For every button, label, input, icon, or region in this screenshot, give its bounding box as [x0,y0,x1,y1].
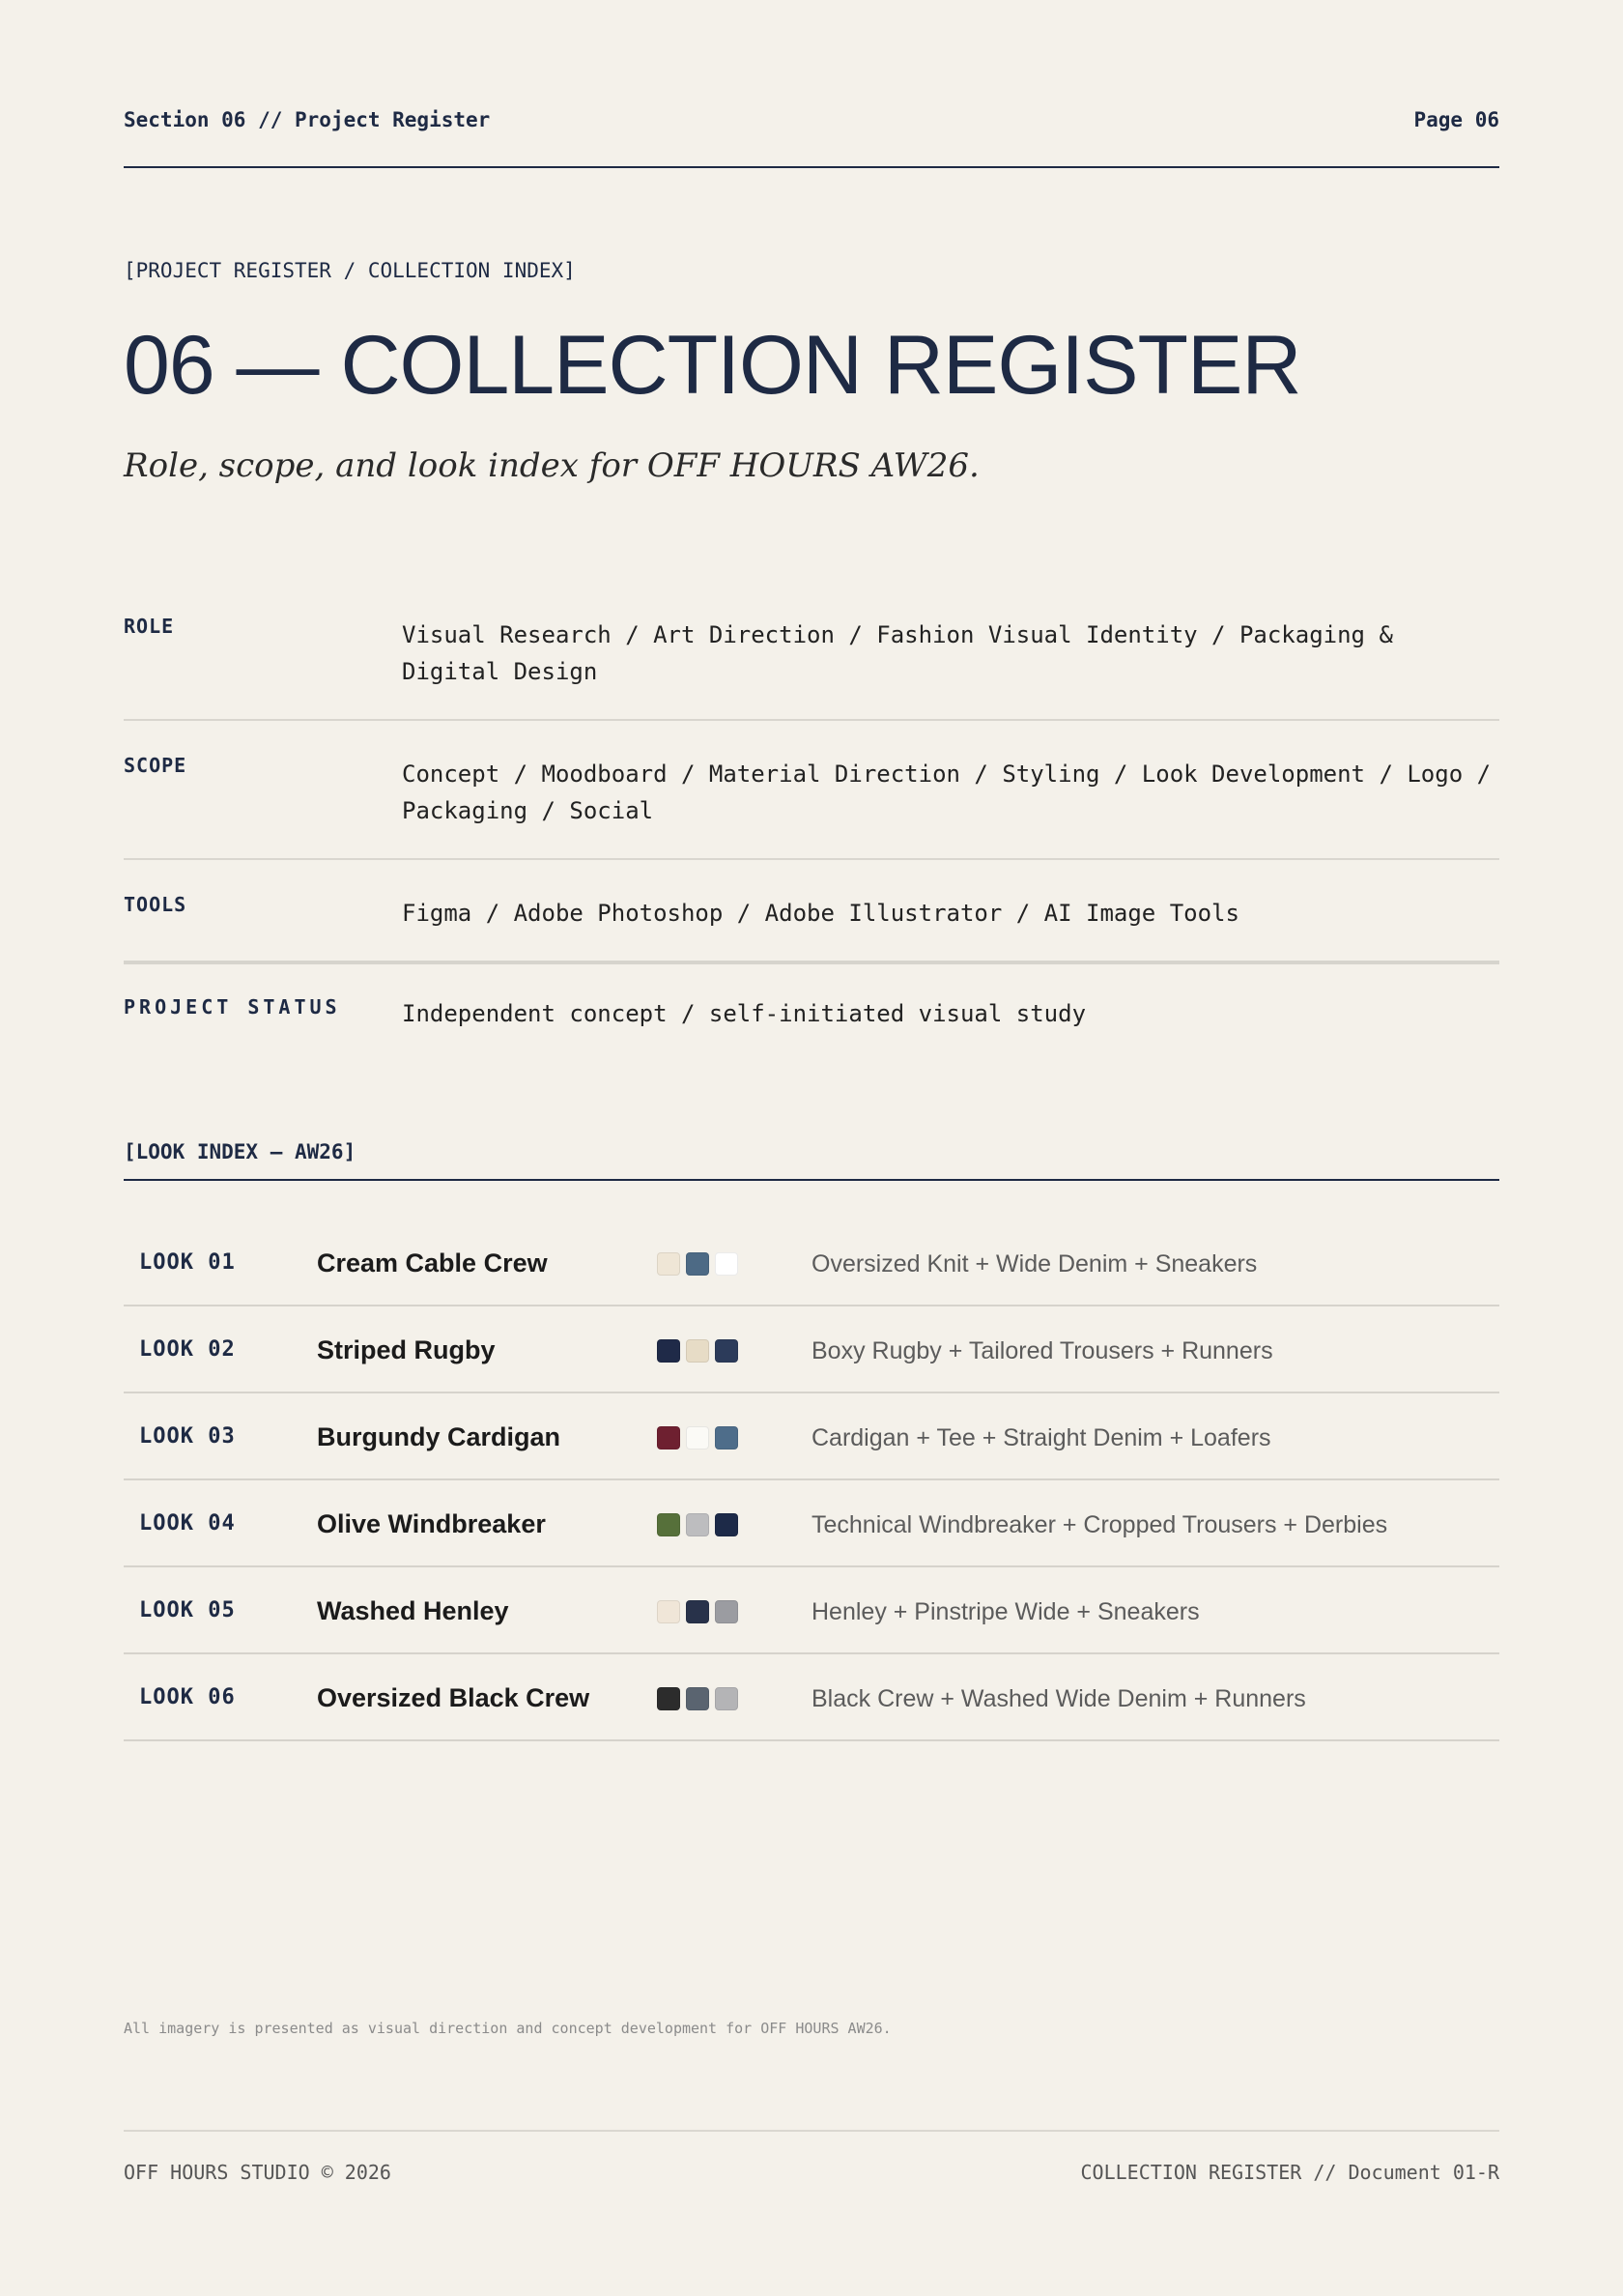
look-name: Cream Cable Crew [317,1248,548,1277]
color-swatch [657,1426,680,1449]
meta-value: Visual Research / Art Direction / Fashion Visual Identity / Packaging & Digital Design [402,621,1393,685]
meta-value: Concept / Moodboard / Material Direction / Styling / Look Development / Logo / Packaging / Social [402,761,1492,824]
color-swatch [715,1339,738,1363]
meta-label: ROLE [124,615,175,638]
section-label: Section 06 // Project Register [124,108,491,131]
color-swatch [686,1513,709,1536]
meta-row-role [124,599,1499,721]
color-swatches [657,1513,744,1536]
footer-studio: OFF HOURS STUDIO © 2026 [124,2161,391,2184]
look-number: LOOK 05 [139,1598,236,1622]
look-name: Olive Windbreaker [317,1509,546,1538]
meta-label: SCOPE [124,754,187,777]
look-row [124,1393,1499,1480]
look-description: Henley + Pinstripe Wide + Sneakers [812,1598,1200,1625]
color-swatches [657,1426,744,1449]
meta-value: Figma / Adobe Photoshop / Adobe Illustrator / AI Image Tools [402,900,1239,927]
color-swatch [715,1687,738,1710]
color-swatch [657,1513,680,1536]
imagery-note: All imagery is presented as visual direction and concept development for OFF HOURS AW26. [124,2020,892,2037]
look-row [124,1480,1499,1567]
footer-document: COLLECTION REGISTER // Document 01-R [1080,2161,1499,2184]
color-swatch [657,1600,680,1623]
look-description: Boxy Rugby + Tailored Trousers + Runners [812,1337,1273,1364]
meta-label: TOOLS [124,893,187,916]
color-swatch [657,1339,680,1363]
look-description: Black Crew + Washed Wide Denim + Runners [812,1685,1306,1712]
color-swatch [686,1339,709,1363]
page-subtitle: Role, scope, and look index for OFF HOURS AW26. [124,446,980,485]
look-name: Striped Rugby [317,1335,496,1364]
color-swatch [715,1252,738,1276]
color-swatch [686,1687,709,1710]
eyebrow-label: [PROJECT REGISTER / COLLECTION INDEX] [124,259,576,282]
look-number: LOOK 03 [139,1424,236,1449]
project-meta-table [124,599,1499,1051]
look-row [124,1306,1499,1393]
color-swatch [715,1426,738,1449]
color-swatch [715,1513,738,1536]
color-swatches [657,1600,744,1623]
look-number: LOOK 04 [139,1511,236,1535]
color-swatch [657,1687,680,1710]
color-swatches [657,1252,744,1276]
color-swatch [686,1600,709,1623]
look-row [124,1220,1499,1306]
look-row [124,1567,1499,1654]
meta-row-status [124,964,1499,1051]
look-description: Technical Windbreaker + Cropped Trousers + Derbies [812,1511,1388,1538]
look-number: LOOK 06 [139,1685,236,1709]
look-number: LOOK 01 [139,1250,236,1275]
color-swatch [686,1252,709,1276]
look-row [124,1654,1499,1741]
running-header [124,108,1499,168]
page-title: 06 — COLLECTION REGISTER [124,319,1301,412]
meta-row-tools [124,860,1499,964]
document-page [124,0,1499,2296]
look-index-heading [124,1140,1499,1181]
meta-value: Independent concept / self-initiated visual study [402,1000,1087,1027]
color-swatch [657,1252,680,1276]
look-name: Burgundy Cardigan [317,1422,561,1451]
page-number: Page 06 [1413,108,1499,131]
look-name: Oversized Black Crew [317,1683,590,1712]
page-footer [124,2130,1499,2219]
color-swatches [657,1339,744,1363]
look-index-list [124,1220,1499,1741]
look-description: Cardigan + Tee + Straight Denim + Loafers [812,1424,1271,1451]
color-swatch [686,1426,709,1449]
look-name: Washed Henley [317,1596,509,1625]
look-index-title: [LOOK INDEX — AW26] [124,1140,356,1163]
look-number: LOOK 02 [139,1337,236,1362]
meta-label: PROJECT STATUS [124,995,341,1019]
color-swatches [657,1687,744,1710]
color-swatch [715,1600,738,1623]
meta-row-scope [124,721,1499,860]
look-description: Oversized Knit + Wide Denim + Sneakers [812,1250,1258,1277]
